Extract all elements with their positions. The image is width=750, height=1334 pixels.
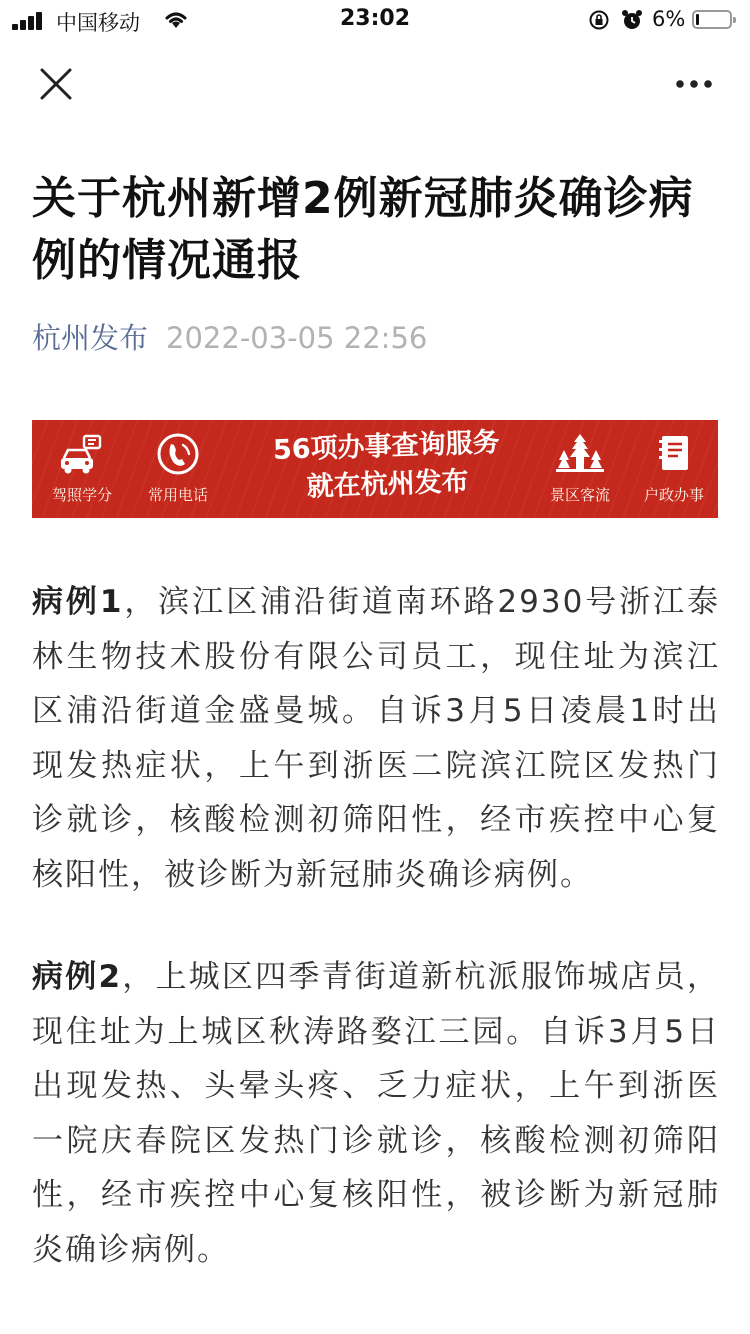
rotation-lock-icon: [588, 9, 610, 31]
case-paragraph-1: [32, 575, 720, 902]
alarm-icon: [620, 8, 644, 32]
status-time: 23:02: [339, 6, 411, 31]
article-title: 关于杭州新增2例新冠肺炎确诊病例的情况通报: [32, 173, 694, 286]
banner-item-label: 景区客流: [549, 486, 610, 504]
case-paragraph-2: [32, 950, 720, 1277]
banner-slogan: [241, 423, 533, 509]
banner-item-label: 户政办事: [643, 486, 704, 504]
battery-icon: [692, 10, 732, 29]
banner-item-phone[interactable]: [128, 430, 228, 505]
car-icon: [52, 430, 112, 478]
close-icon: [34, 62, 78, 106]
service-banner[interactable]: [32, 420, 718, 518]
banner-slogan-line-2: 就在杭州发布: [306, 466, 470, 503]
phone-icon: [152, 430, 204, 478]
carrier-name: 中国移动: [56, 11, 140, 35]
banner-item-scenic[interactable]: [530, 430, 630, 505]
publish-date: 2022-03-05 22:56: [166, 321, 428, 355]
banner-item-label: 驾照学分: [51, 486, 112, 504]
banner-item-label: 常用电话: [147, 486, 208, 504]
more-options-button[interactable]: [668, 64, 720, 104]
pagoda-icon: [554, 430, 606, 478]
more-icon: [668, 64, 720, 104]
case-label: 病例2: [32, 959, 123, 995]
battery-percent: 6%: [652, 7, 686, 31]
status-bar: [0, 0, 750, 40]
case-label: 病例1: [32, 584, 124, 620]
article-meta: [32, 316, 427, 357]
banner-slogan-line-1: 56项办事查询服务: [272, 427, 501, 466]
notebook-icon: [654, 430, 694, 478]
case-text: ，滨江区浦沿街道南环路2930号浙江泰林生物技术股份有限公司员工，现住址为滨江区浦沿街道金盛曼城。自诉3月5日凌晨1时出现发热症状，上午到浙医二院滨江院区发热门诊就诊，核酸检测初筛阳性，经市疾控中心复核阳性，被诊断为新冠肺炎确诊病例。: [32, 584, 720, 893]
case-text: ，上城区四季青街道新杭派服饰城店员，现住址为上城区秋涛路婺江三园。自诉3月5日出现发热、头晕头疼、乏力症状，上午到浙医一院庆春院区发热门诊就诊，核酸检测初筛阳性，经市疾控中心复核阳性，被诊断为新冠肺炎确诊病例。: [32, 959, 720, 1268]
banner-item-license[interactable]: [32, 430, 132, 505]
banner-item-household[interactable]: [624, 430, 718, 505]
close-button[interactable]: [34, 62, 78, 106]
account-name-link[interactable]: 杭州发布: [32, 321, 149, 355]
